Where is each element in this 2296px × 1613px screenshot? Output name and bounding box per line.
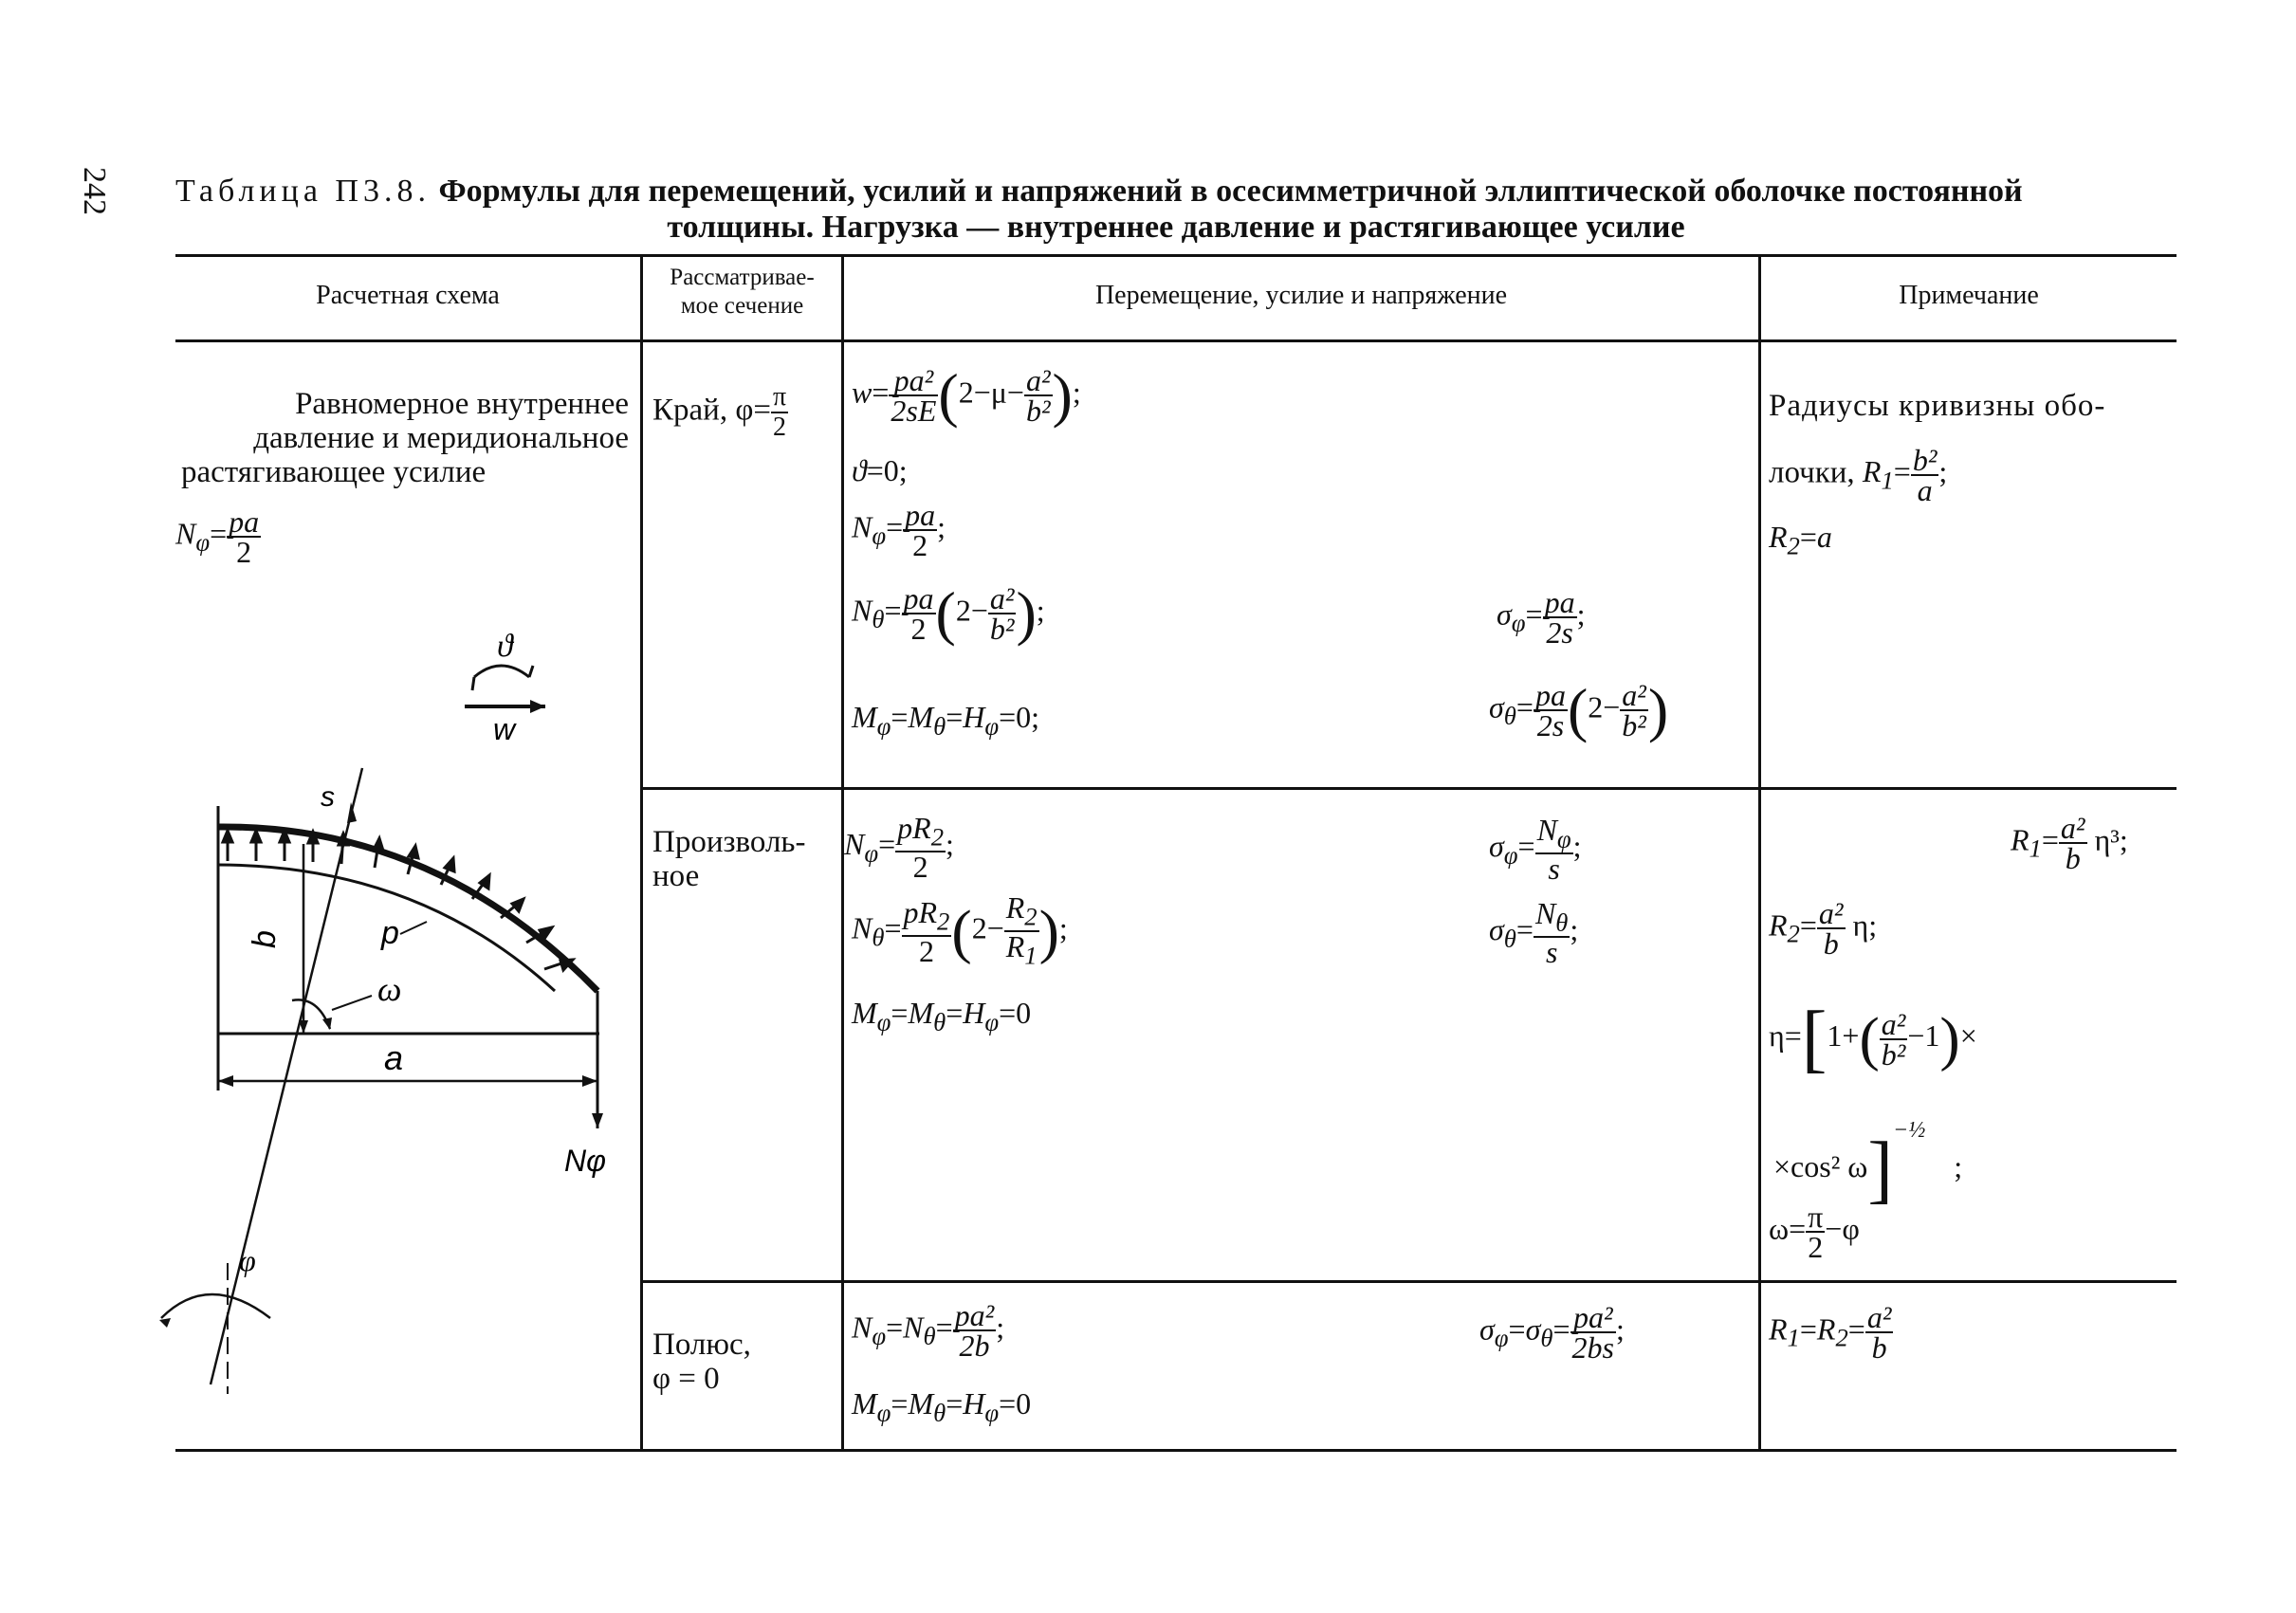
rotation-arrow [474,666,529,677]
row2-note-eta: η=[1+( $\frac{\text{a²}}{\text{b²}}$ −1)× [1769,997,1977,1080]
row1-note-line1: Радиусы кривизны обо- [1769,389,2106,423]
row3-forces: $N_\varphi=N_\theta=$ $\frac{\text{pa²}}{2b}$ ; [852,1298,1005,1363]
row3-section [652,1328,751,1396]
row1-note-r2: $R_2=a$ [1769,520,1832,560]
row1-note-line2: лочки, [1769,455,1855,490]
theta-label: ϑ [497,629,513,664]
row2-note-r2: $R_2=$ $\frac{\text{a²}}{b}$ η; [1769,896,1878,961]
row2-bottom-rule [641,1280,2177,1283]
caption-title-line1: Формулы для перемещений, усилий и напряжений в осесимметричной эллиптической оболочке постоянной [438,174,2023,209]
header-bottom-rule [175,339,2177,342]
scheme-line3: растягивающее усилие [181,455,487,489]
row2-n-phi: $N_\varphi=$ $\frac{pR_2}{2}$ ; [844,811,954,885]
header-scheme: Расчетная схема [316,281,500,310]
row2-section [652,825,805,893]
b-label: b [247,930,283,948]
caption-title-line2: толщины. Нагрузка — внутреннее давление и растягивающее усилие [667,210,1685,245]
row2-sigma-theta: $\sigma_\theta=$ $\frac{N_\theta}{s}$ ; [1489,896,1579,970]
row2-section-line1: Произволь- [652,825,806,859]
omega-label: ω [377,970,402,1008]
a-label: a [384,1038,404,1077]
table-top-rule [175,254,2177,257]
row1-note [1769,389,2172,423]
row1-note-curvature: лочки, $R_1=$ $\frac{\text{b²}}{a}$ ; [1769,443,1948,507]
omega-arc [292,999,330,1029]
row3-section-line1: Полюс, [652,1328,751,1362]
header-section-line1: Рассматривае- [670,265,815,290]
row1-n-theta: $N_\theta=$ $\frac{pa}{2}$ (2− $\frac{\text{a²}}{\text{b²}}$ ); [852,579,1045,647]
header-section [643,264,841,321]
row1-displacement: w= $\frac{\text{pa²}}{2sE}$ (2−μ− $\frac{\text{a²}}{\text{b²}}$ ); [852,361,1081,429]
row1-sigma-phi: $\sigma_\varphi=$ $\frac{pa}{2s}$ ; [1497,585,1586,650]
row2-n-theta: $N_\theta=$ $\frac{pR_2}{2}$ (2− $\frac{R_2}{R_1}$ ); [852,890,1068,970]
row2-section-line2: ное [652,859,700,893]
phi-label: φ [239,1243,256,1277]
row1-section: Край, φ= $\frac{\pi}{2}$ [652,382,787,442]
header-note: Примечание [1899,281,2039,310]
scheme-formula: $N_\varphi=$ $\frac{pa}{2}$ [175,504,260,569]
row3-moments: $M_\varphi=M_\theta=H_\varphi=0$ [852,1386,1032,1427]
row2-note-omega: ω= $\frac{\pi}{2}$ −φ [1769,1200,1860,1264]
n-phi-label: Nφ [564,1144,606,1178]
row3-section-line2: φ = 0 [652,1362,720,1396]
row1-bottom-rule [641,787,2177,790]
row1-rotation: ϑ=0; [852,453,908,487]
phi-arc [161,1294,270,1318]
scheme-line1: Равномерное внутреннее [295,387,629,421]
row2-sigma-phi: $\sigma_\varphi=$ $\frac{N_\varphi}{s}$ ; [1489,813,1582,887]
header-section-line2: мое сечение [680,293,804,319]
col-divider-3 [1758,254,1761,1451]
table-bottom-rule [175,1449,2177,1452]
row2-note-r1: $R_1=$ $\frac{\text{a²}}{b}$ η³; [2011,811,2128,875]
s-label: s [321,781,335,813]
col-divider-1 [640,254,643,1451]
table-caption [175,174,2177,246]
shell-outer-surface [218,827,597,991]
row2-note-cos: ×cos² ω]$^{-\frac{1}{2}}$; [1773,1118,1963,1211]
scheme-line2: давление и меридиональное [253,421,629,455]
row3-note: $R_1=R_2=$ $\frac{\text{a²}}{b}$ [1769,1300,1892,1365]
row1-moments: $M_\varphi=M_\theta=H_\varphi=0$; [852,700,1040,741]
p-label: p [381,915,399,951]
shell-diagram [152,616,626,1403]
caption-label: Таблица П3.8. [175,174,431,209]
header-formulas: Перемещение, усилие и напряжение [1094,281,1508,310]
row1-n-phi: $N_\varphi=$ $\frac{pa}{2}$ ; [852,498,946,562]
row1-sigma-theta: $\sigma_\theta=$ $\frac{pa}{2s}$ (2− $\frac{\text{a²}}{\text{b²}}$ ) [1489,676,1669,743]
row3-stress: $\sigma_\varphi=\sigma_\theta=$ $\frac{\text{pa²}}{2bs}$ ; [1479,1300,1625,1365]
w-label: w [493,712,516,746]
page-number: 242 [77,167,112,215]
s-arrow [347,802,357,823]
scheme-description [175,387,629,489]
row2-moments: $M_\varphi=M_\theta=H_\varphi=0$ [852,996,1032,1036]
